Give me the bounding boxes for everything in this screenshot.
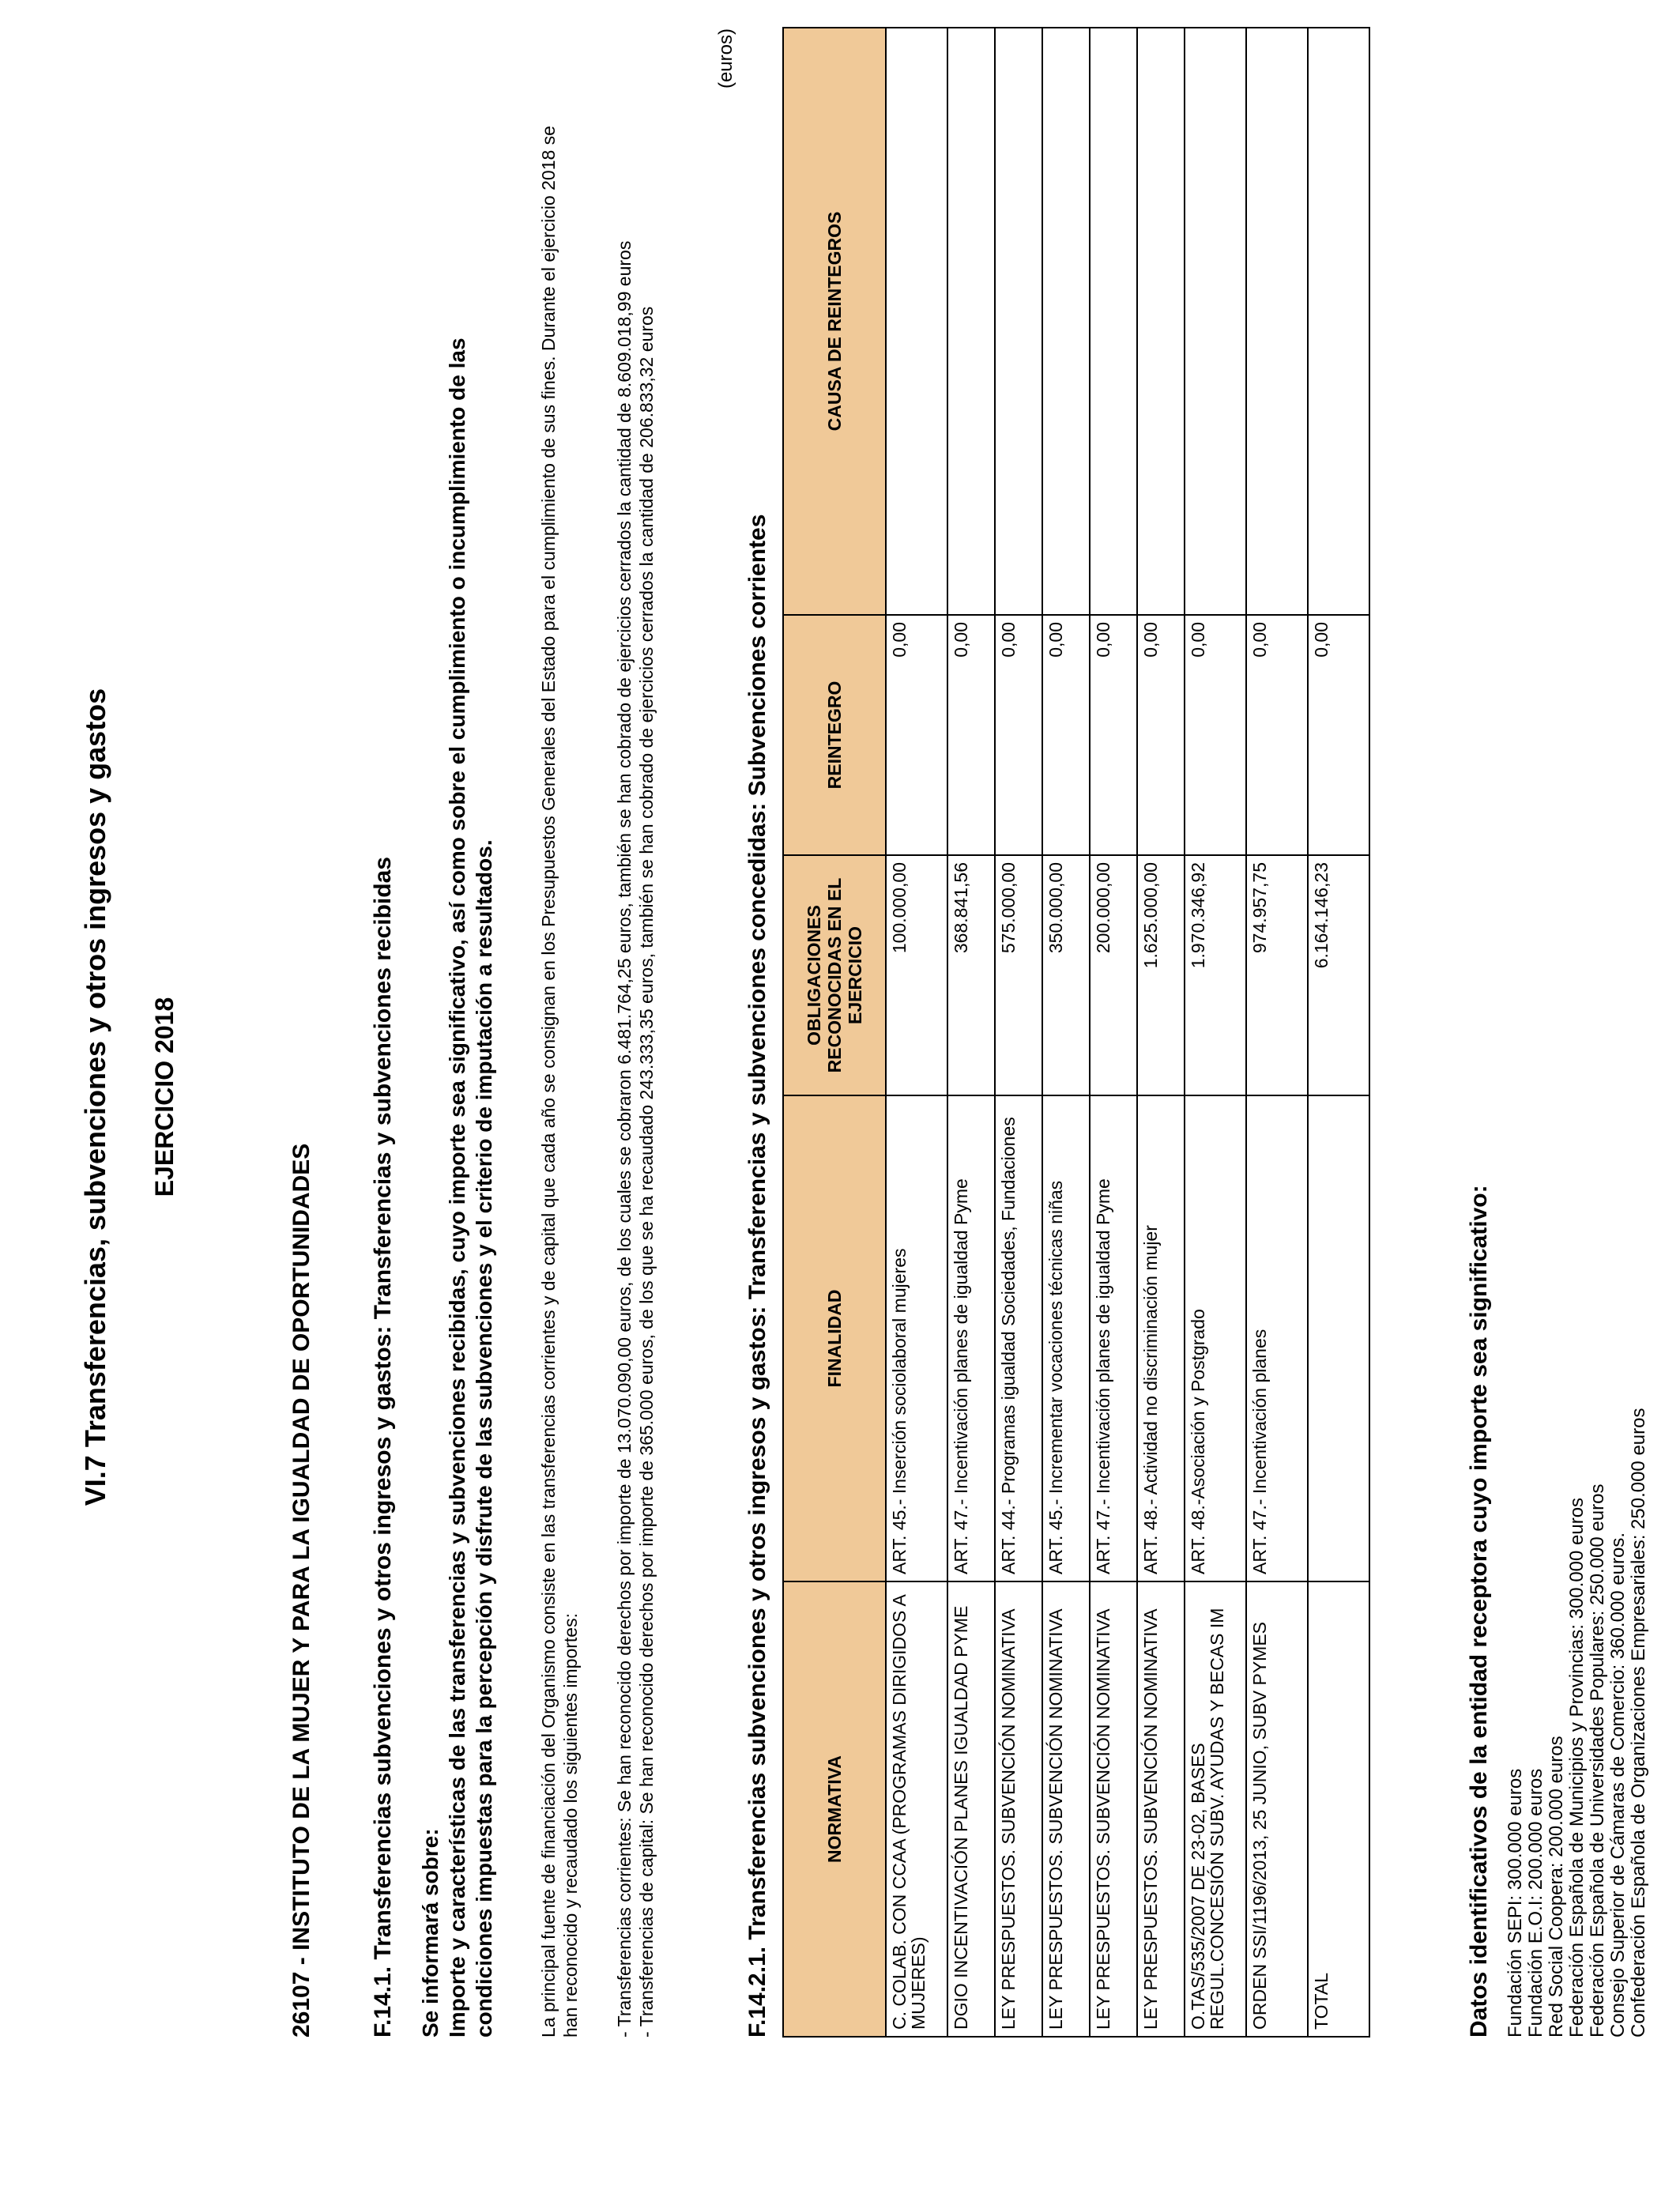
cell-causa	[1246, 28, 1308, 615]
cell-finalidad: ART. 48.-Asociación y Postgrado	[1185, 1095, 1246, 1581]
cell-normativa: LEY PRESPUESTOS. SUBVENCIÓN NOMINATIVA	[995, 1581, 1042, 2037]
cell-reintegro: 0,00	[1246, 615, 1308, 855]
unit-label: (euros)	[715, 28, 736, 89]
col-reintegro: REINTEGRO	[783, 615, 886, 855]
cell-obligaciones: 368.841,56	[947, 855, 995, 1095]
cell-reintegro: 0,00	[1137, 615, 1185, 855]
col-normativa: NORMATIVA	[783, 1581, 886, 2037]
current-transfers-text: - Transferencias corrientes: Se han reconocido derechos por importe de 13.070.090,00 euros, de los cuales se cobraron 6.481.764,25 euros, también se han cobrado de ejercicios cerrados la cantidad de 8.609.018,99 euros	[614, 240, 635, 2038]
cell-reintegro: 0,00	[1090, 615, 1137, 855]
cell-finalidad: ART. 47.- Incentivación planes	[1246, 1095, 1308, 1581]
cell-reintegro: 0,00	[1042, 615, 1090, 855]
cell-finalidad: ART. 45.- Incrementar vocaciones técnicas niñas	[1042, 1095, 1090, 1581]
cell-causa	[995, 28, 1042, 615]
cell-finalidad: ART. 44.- Programas igualdad Sociedades, Fundaciones	[995, 1095, 1042, 1581]
cell-normativa: DGIO INCENTIVACIÓN PLANES IGUALDAD PYME	[947, 1581, 995, 2037]
table-row	[1246, 28, 1308, 2037]
cell-obligaciones: 974.957,75	[1246, 855, 1308, 1095]
list-item: Federación Española de Universidades Populares: 250.000 euros	[1587, 1483, 1608, 2038]
cell-finalidad: ART. 47.- Incentivación planes de igualdad Pyme	[1090, 1095, 1137, 1581]
cell-total-reintegro: 0,00	[1308, 615, 1369, 855]
cell-obligaciones: 350.000,00	[1042, 855, 1090, 1095]
organism-heading: 26107 - INSTITUTO DE LA MUJER Y PARA LA IGUALDAD DE OPORTUNIDADES	[288, 1143, 315, 2038]
cell-normativa: C. COLAB. CON CCAA (PROGRAMAS DIRIGIDOS A MUJERES)	[886, 1581, 947, 2037]
cell-finalidad: ART. 48.- Actividad no discriminación mujer	[1137, 1095, 1185, 1581]
table-row	[1137, 28, 1185, 2037]
table-header-row	[783, 28, 886, 2037]
recipients-heading: Datos identificativos de la entidad receptora cuyo importe sea significativo:	[1466, 1185, 1492, 2038]
inform-text: Importe y características de las transferencias y subvenciones recibidas, cuyo importe sea significativo, así como sobre el cumplimiento o incumplimiento de las condiciones impuestas para la percepción y disfrute de las subvenciones y el criterio de imputación a resultados.	[445, 337, 496, 2038]
cell-reintegro: 0,00	[947, 615, 995, 855]
cell-causa	[947, 28, 995, 615]
list-item: Red Social Coopera: 200.000 euros	[1546, 1736, 1567, 2038]
cell-causa	[886, 28, 947, 615]
cell-causa	[1090, 28, 1137, 615]
cell-normativa: LEY PRESPUESTOS. SUBVENCIÓN NOMINATIVA	[1137, 1581, 1185, 2037]
inform-block	[417, 220, 498, 2038]
cell-causa	[1137, 28, 1185, 615]
cell-finalidad: ART. 47.- Incentivación planes de igualdad Pyme	[947, 1095, 995, 1581]
cell-normativa: ORDEN SSI/1196/2013, 25 JUNIO, SUBV PYMES	[1246, 1581, 1308, 2037]
cell-obligaciones: 575.000,00	[995, 855, 1042, 1095]
fiscal-year: EJERCICIO 2018	[150, 997, 179, 1197]
cell-total-finalidad	[1308, 1095, 1369, 1581]
recipients-list	[1505, 1408, 1649, 2038]
col-finalidad: FINALIDAD	[783, 1095, 886, 1581]
table-row	[995, 28, 1042, 2037]
cell-total-label: TOTAL	[1308, 1581, 1369, 2037]
financing-paragraph: La principal fuente de financiación del Organismo consiste en las transferencias corrientes y de capital que cada año se consignan en los Presupuestos Generales del Estado para el cumplimiento de sus fines. Durante el ejercicio 2018 se han reconocido y recaudado los siguientes importes:	[538, 126, 581, 2038]
list-item: Fundación SEPI: 300.000 euros	[1505, 1768, 1526, 2038]
cell-obligaciones: 200.000,00	[1090, 855, 1137, 1095]
cell-causa	[1185, 28, 1246, 615]
section-1421-heading: F.14.2.1. Transferencias subvenciones y otros ingresos y gastos: Transferencias y subvenciones concedidas: Subvenciones corrientes	[744, 514, 770, 2038]
cell-total-obligaciones: 6.164.146,23	[1308, 855, 1369, 1095]
table-row	[1042, 28, 1090, 2037]
transfers-detail	[613, 101, 657, 2038]
cell-normativa: O.TAS/535/2007 DE 23-02, BASES REGUL.CONCESIÓN SUBV. AYUDAS Y BECAS IM	[1185, 1581, 1246, 2037]
table-total-row	[1308, 28, 1369, 2037]
page-title: VI.7 Transferencias, subvenciones y otros ingresos y gastos	[79, 688, 111, 1506]
cell-obligaciones: 1.625.000,00	[1137, 855, 1185, 1095]
table-row	[886, 28, 947, 2037]
col-obligaciones: OBLIGACIONES RECONOCIDAS EN EL EJERCICIO	[783, 855, 886, 1095]
table-row	[1185, 28, 1246, 2037]
cell-finalidad: ART. 45.- Inserción sociolaboral mujeres	[886, 1095, 947, 1581]
cell-reintegro: 0,00	[995, 615, 1042, 855]
cell-total-causa	[1308, 28, 1369, 615]
cell-normativa: LEY PRESPUESTOS. SUBVENCIÓN NOMINATIVA	[1042, 1581, 1090, 2037]
subsidies-table	[782, 27, 1370, 2038]
col-causa: CAUSA DE REINTEGROS	[783, 28, 886, 615]
cell-causa	[1042, 28, 1090, 615]
list-item: Confederación Española de Organizaciones Empresariales: 250.000 euros	[1628, 1408, 1649, 2038]
table-row	[1090, 28, 1137, 2037]
inform-label: Se informará sobre:	[418, 1828, 443, 2038]
cell-reintegro: 0,00	[1185, 615, 1246, 855]
cell-obligaciones: 100.000,00	[886, 855, 947, 1095]
list-item: Consejo Superior de Cámaras de Comercio: 360.000 euros.	[1607, 1532, 1629, 2038]
list-item: Federación Española de Municipios y Provincias: 300.000 euros	[1566, 1497, 1588, 2038]
cell-obligaciones: 1.970.346,92	[1185, 855, 1246, 1095]
table-row	[947, 28, 995, 2037]
cell-normativa: LEY PRESPUESTOS. SUBVENCIÓN NOMINATIVA	[1090, 1581, 1137, 2037]
capital-transfers-text: - Transferencias de capital: Se han reconocido derechos por importe de 365.000 euros, de los que se ha recaudado 243.333,35 euros, también se han cobrado de ejercicios cerrados la cantidad de 206.833,32 euros	[636, 306, 657, 2038]
section-141-heading: F.14.1. Transferencias subvenciones y otros ingresos y gastos: Transferencias y subvenciones recibidas	[370, 857, 396, 2038]
list-item: Fundación E.O.I: 200.000 euros	[1525, 1768, 1546, 2038]
cell-reintegro: 0,00	[886, 615, 947, 855]
